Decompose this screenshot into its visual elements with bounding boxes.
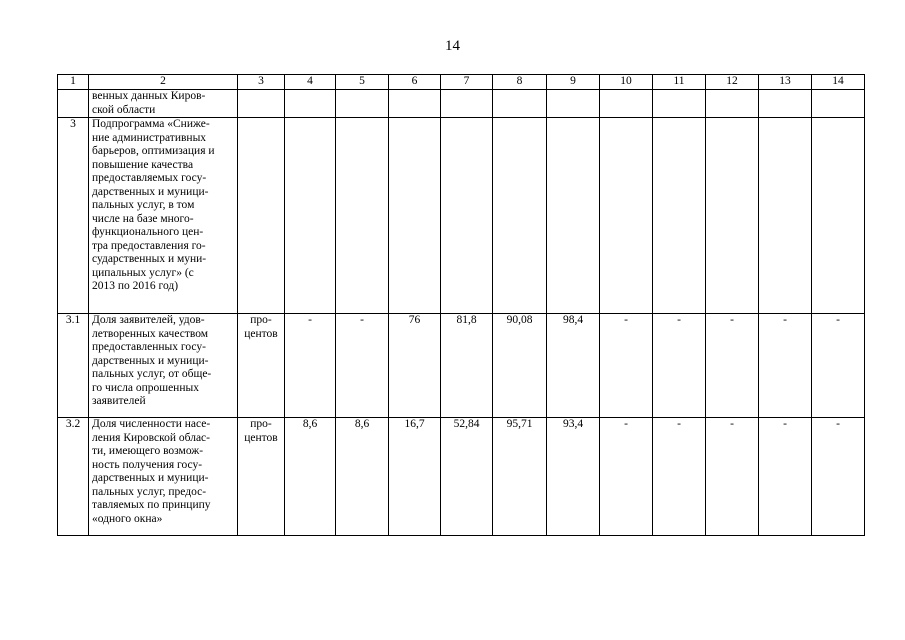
indicator-name-line: дарственных и муници- xyxy=(92,354,209,367)
indicator-name-line: пальных услуг, от обще- xyxy=(92,368,212,380)
column-header: 12 xyxy=(706,75,759,90)
value-cell xyxy=(600,90,653,118)
value-cell: - xyxy=(653,314,706,418)
value-cell: - xyxy=(706,418,759,536)
indicator-name-line: ципальных услуг» (с xyxy=(92,266,194,279)
page-number: 14 xyxy=(445,38,460,54)
value-cell xyxy=(812,90,865,118)
indicator-name-line: дарственных и муници- xyxy=(92,472,209,484)
unit-line: центов xyxy=(244,431,278,444)
indicator-name-line: Подпрограмма «Сниже- xyxy=(92,118,210,130)
value-cell xyxy=(441,118,493,314)
value-cell: 81,8 xyxy=(441,314,493,418)
value-cell: - xyxy=(653,418,706,536)
value-cell xyxy=(493,118,547,314)
row-number xyxy=(58,90,89,118)
indicator-name xyxy=(89,118,238,314)
unit-line: про- xyxy=(250,418,272,430)
value-cell xyxy=(285,118,336,314)
value-cell xyxy=(285,90,336,118)
value-cell xyxy=(547,118,600,314)
indicator-name-line: Доля численности насе- xyxy=(92,418,211,430)
indicator-name-line: тра предоставления го- xyxy=(92,239,206,252)
value-cell xyxy=(336,118,389,314)
indicator-name-line: функционального цен- xyxy=(92,226,204,238)
header-row xyxy=(58,75,865,90)
indicator-name-line: «одного окна» xyxy=(92,512,163,525)
indicator-name-line: дарственных и муници- xyxy=(92,185,209,198)
column-header: 10 xyxy=(600,75,653,90)
value-cell: 8,6 xyxy=(336,418,389,536)
value-cell: - xyxy=(600,418,653,536)
unit-of-measure xyxy=(238,90,285,118)
column-header: 13 xyxy=(759,75,812,90)
value-cell xyxy=(336,90,389,118)
value-cell: - xyxy=(812,418,865,536)
table-body xyxy=(58,90,865,536)
value-cell: 52,84 xyxy=(441,418,493,536)
indicator-name-line: ние административных xyxy=(92,131,207,144)
value-cell: 16,7 xyxy=(389,418,441,536)
indicator-name-line: ской области xyxy=(92,103,156,116)
indicator-name-line: Доля заявителей, удов- xyxy=(92,314,205,326)
value-cell: 90,08 xyxy=(493,314,547,418)
value-cell xyxy=(547,90,600,118)
value-cell: 8,6 xyxy=(285,418,336,536)
column-header: 9 xyxy=(547,75,600,90)
table-row xyxy=(58,418,865,536)
value-cell: - xyxy=(759,314,812,418)
value-cell xyxy=(441,90,493,118)
value-cell xyxy=(389,118,441,314)
value-cell xyxy=(653,90,706,118)
value-cell: - xyxy=(600,314,653,418)
indicators-table xyxy=(57,74,865,536)
table-row xyxy=(58,314,865,418)
value-cell: - xyxy=(812,314,865,418)
value-cell xyxy=(493,90,547,118)
value-cell xyxy=(812,118,865,314)
indicator-name-line: ность получения госу- xyxy=(92,458,203,471)
indicator-name-line: 2013 по 2016 год) xyxy=(92,280,179,292)
unit-of-measure xyxy=(238,118,285,314)
indicator-name xyxy=(89,314,238,418)
value-cell: - xyxy=(285,314,336,418)
unit-line: центов xyxy=(244,327,278,340)
row-number: 3 xyxy=(58,118,89,314)
value-cell xyxy=(706,118,759,314)
row-number: 3.2 xyxy=(58,418,89,536)
indicator-name-line: ления Кировской облас- xyxy=(92,431,210,444)
indicator-name-line: пальных услуг, предос- xyxy=(92,485,207,498)
indicator-name-line: венных данных Киров- xyxy=(92,90,206,102)
value-cell: - xyxy=(759,418,812,536)
value-cell xyxy=(600,118,653,314)
indicator-name-line: барьеров, оптимизация и xyxy=(92,145,215,157)
indicator-name-line: го числа опрошенных xyxy=(92,381,199,394)
value-cell xyxy=(389,90,441,118)
indicator-name-line: тавляемых по принципу xyxy=(92,499,211,511)
value-cell: 93,4 xyxy=(547,418,600,536)
value-cell: 98,4 xyxy=(547,314,600,418)
value-cell xyxy=(653,118,706,314)
unit-line: про- xyxy=(250,314,272,326)
row-number: 3.1 xyxy=(58,314,89,418)
value-cell xyxy=(759,90,812,118)
value-cell: - xyxy=(336,314,389,418)
value-cell: 95,71 xyxy=(493,418,547,536)
unit-of-measure xyxy=(238,418,285,536)
column-header: 4 xyxy=(285,75,336,90)
column-header: 14 xyxy=(812,75,865,90)
indicator-name-line: летворенных качеством xyxy=(92,327,209,340)
indicator-name xyxy=(89,418,238,536)
indicator-name xyxy=(89,90,238,118)
indicator-name-line: пальных услуг, в том xyxy=(92,199,195,211)
indicator-name-line: сударственных и муни- xyxy=(92,253,207,265)
indicator-name-line: повышение качества xyxy=(92,158,194,171)
indicator-name-line: ти, имеющего возмож- xyxy=(92,445,204,457)
unit-of-measure xyxy=(238,314,285,418)
column-header: 11 xyxy=(653,75,706,90)
column-header: 3 xyxy=(238,75,285,90)
indicator-name-line: предоставляемых госу- xyxy=(92,172,207,184)
column-header: 8 xyxy=(493,75,547,90)
column-header: 1 xyxy=(58,75,89,90)
table-row xyxy=(58,90,865,118)
indicator-name-line: предоставленных госу- xyxy=(92,341,206,353)
value-cell: 76 xyxy=(389,314,441,418)
column-header: 2 xyxy=(89,75,238,90)
column-header: 6 xyxy=(389,75,441,90)
column-header: 5 xyxy=(336,75,389,90)
value-cell xyxy=(759,118,812,314)
indicator-name-line: числе на базе много- xyxy=(92,212,194,225)
indicator-name-line: заявителей xyxy=(92,395,146,407)
value-cell xyxy=(706,90,759,118)
value-cell: - xyxy=(706,314,759,418)
column-header: 7 xyxy=(441,75,493,90)
table-row xyxy=(58,118,865,314)
